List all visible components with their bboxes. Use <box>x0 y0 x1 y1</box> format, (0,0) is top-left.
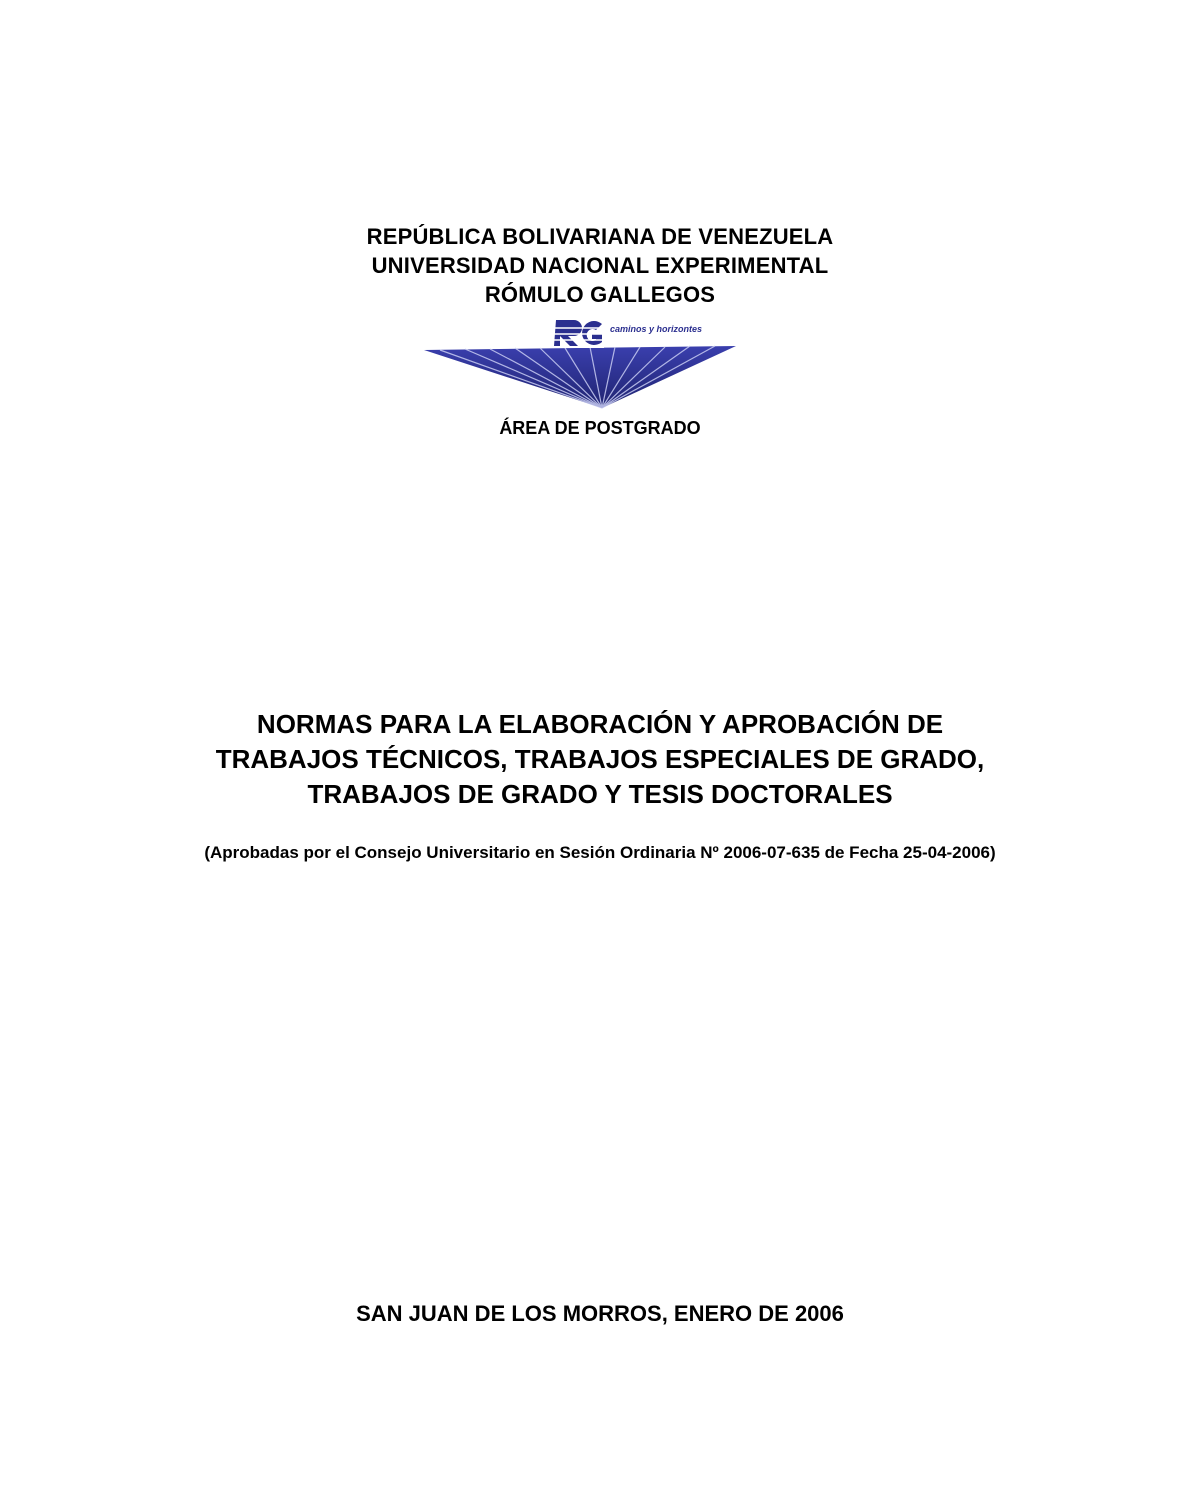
logo-slogan: caminos y horizontes <box>610 324 703 334</box>
title-line-3: TRABAJOS DE GRADO Y TESIS DOCTORALES <box>307 779 893 809</box>
title-line-1: NORMAS PARA LA ELABORACIÓN Y APROBACIÓN DE <box>256 709 944 739</box>
place-date-footer: SAN JUAN DE LOS MORROS, ENERO DE 2006 <box>356 1301 844 1326</box>
university-logo <box>420 312 740 412</box>
approval-note: (Aprobadas por el Consejo Universitario en Sesión Ordinaria Nº 2006-07-635 de Fecha 25-04-2006) <box>204 843 996 862</box>
header-line-university: UNIVERSIDAD NACIONAL EXPERIMENTAL <box>371 253 829 278</box>
logo-graphic <box>420 312 740 412</box>
title-line-2: TRABAJOS TÉCNICOS, TRABAJOS ESPECIALES DE GRADO, <box>215 744 985 774</box>
rg-monogram-icon <box>552 318 604 348</box>
document-title <box>0 707 1200 812</box>
area-title: ÁREA DE POSTGRADO <box>499 418 701 438</box>
header-line-university-name: RÓMULO GALLEGOS <box>484 282 716 307</box>
institution-header <box>0 222 1200 309</box>
header-line-country: REPÚBLICA BOLIVARIANA DE VENEZUELA <box>366 224 834 249</box>
